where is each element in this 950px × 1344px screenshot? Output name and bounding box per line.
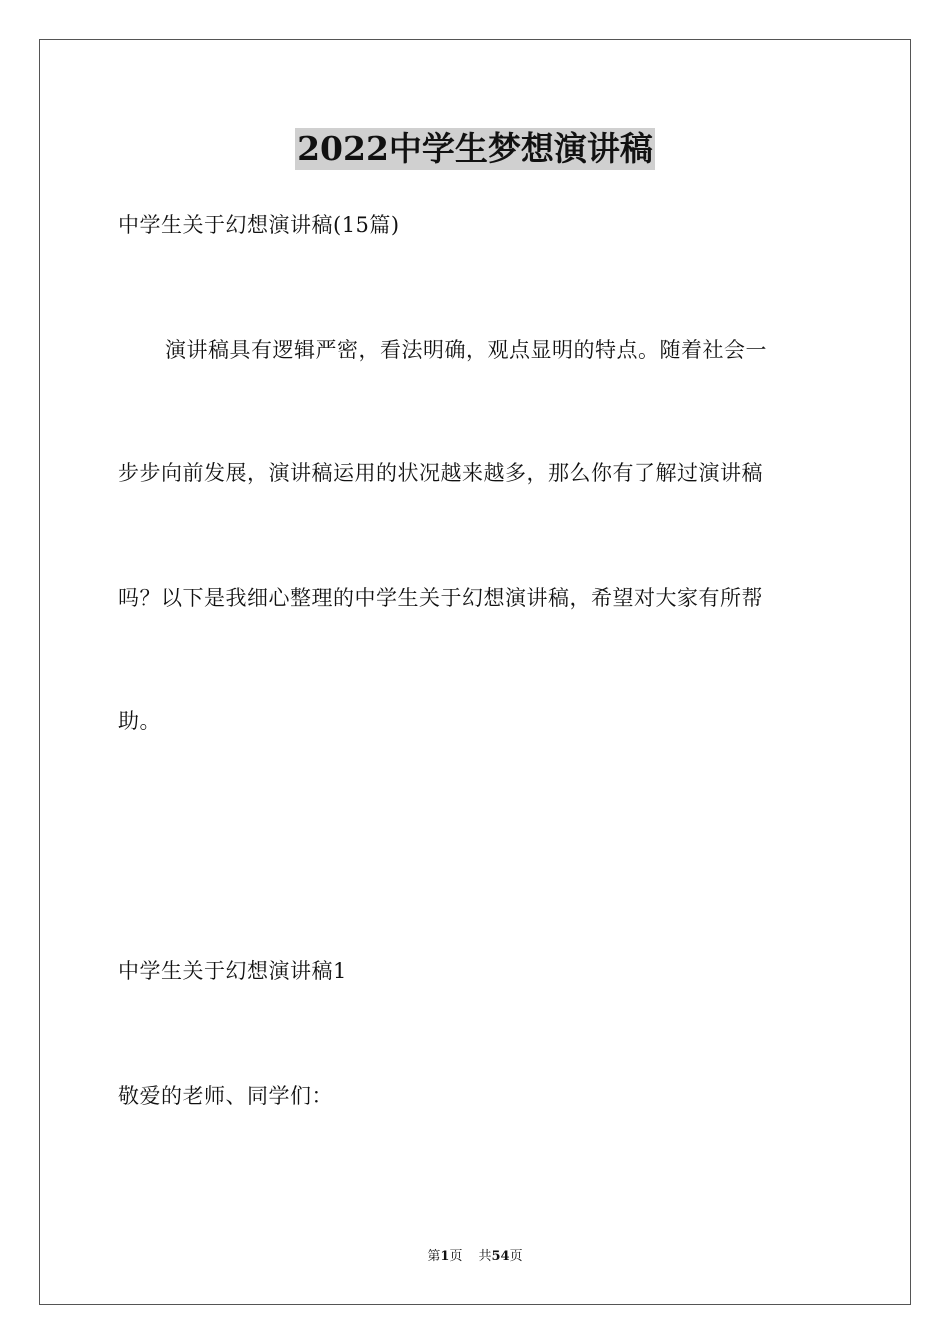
footer-page-prefix: 第 (427, 1249, 441, 1264)
salutation: 敬爱的老师、同学们： (118, 1084, 333, 1108)
title-container (0, 128, 950, 170)
footer-total-suffix: 页 (509, 1249, 523, 1264)
page-footer (0, 1248, 950, 1266)
footer-page-number: 1 (440, 1249, 450, 1264)
intro-line-3: 吗？以下是我细心整理的中学生关于幻想演讲稿，希望对大家有所帮 (118, 586, 763, 610)
intro-line-1: 演讲稿具有逻辑严密，看法明确，观点显明的特点。随着社会一 (165, 338, 767, 362)
document-subtitle: 中学生关于幻想演讲稿(15篇) (118, 213, 400, 237)
section-heading: 中学生关于幻想演讲稿1 (118, 959, 347, 983)
intro-line-4: 助。 (118, 709, 161, 733)
intro-line-2: 步步向前发展，演讲稿运用的状况越来越多，那么你有了解过演讲稿 (118, 461, 763, 485)
footer-page-suffix: 页 (449, 1249, 463, 1264)
footer-total-pages: 54 (491, 1249, 510, 1264)
document-title: 2022中学生梦想演讲稿 (297, 129, 653, 168)
footer-total-prefix: 共 (478, 1249, 492, 1264)
